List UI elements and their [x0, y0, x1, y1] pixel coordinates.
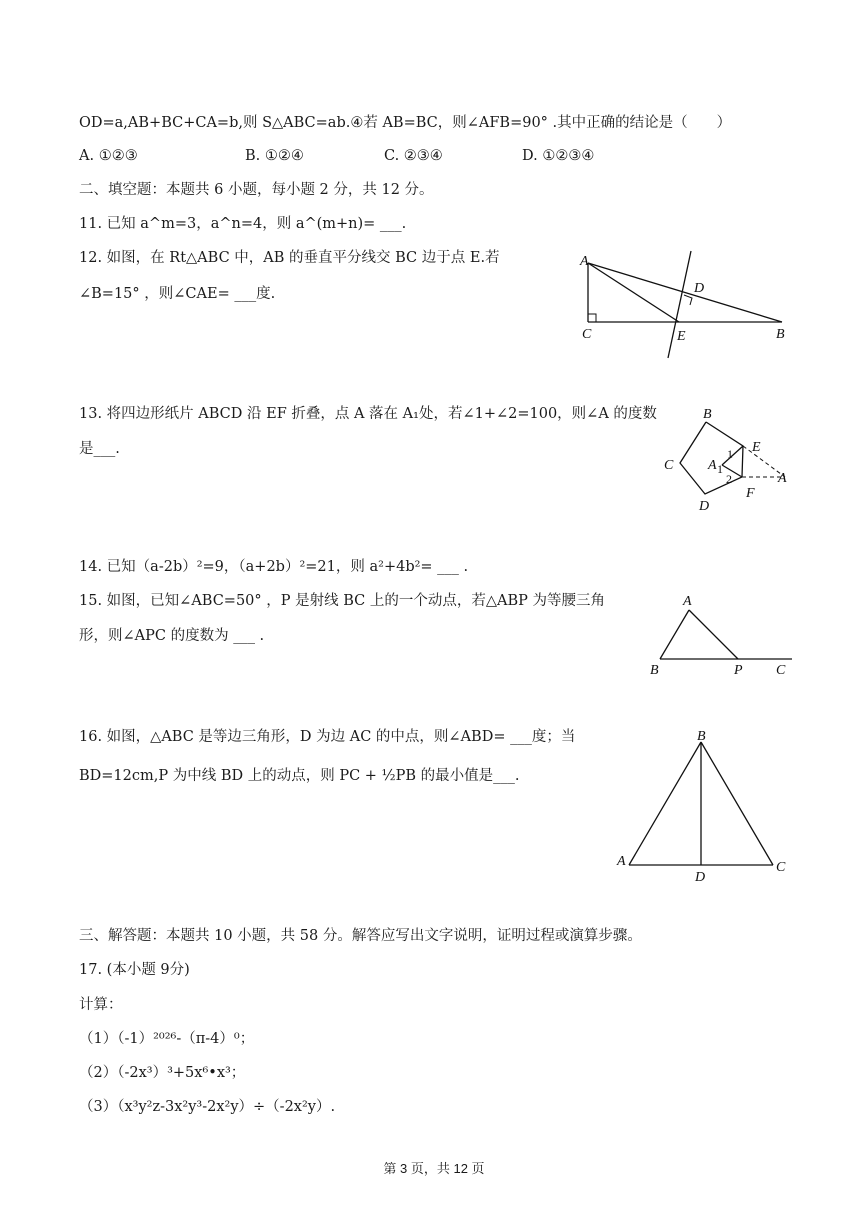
q13-line1: 13. 将四边形纸片 ABCD 沿 EF 折叠，点 A 落在 A₁处，若∠1+∠2=100，则∠A 的度数: [79, 406, 657, 422]
q17-intro: 计算：: [79, 997, 123, 1013]
q17-title: 17. (本小题 9分): [79, 962, 190, 978]
q13-label-angle1: 1: [727, 447, 733, 461]
q13-label-f: F: [746, 486, 755, 501]
option-c: C. ②③④: [384, 148, 443, 164]
q16-label-a: A: [617, 854, 626, 869]
q13-label-e: E: [752, 440, 761, 455]
q16-label-c: C: [776, 860, 786, 875]
q15-label-a: A: [683, 594, 692, 609]
q16-figure: [612, 727, 792, 885]
q15-label-p: P: [734, 663, 743, 678]
q11-text: 11. 已知 a^m=3，a^n=4，则 a^(m+n)= ___.: [79, 216, 407, 232]
q13-line2: 是___.: [79, 441, 120, 457]
carryover-text: OD=a,AB+BC+CA=b,则 S△ABC=ab.④若 AB=BC，则∠AFB=90° .其中正确的结论是（ ）: [79, 115, 732, 131]
section2-heading: 二、填空题：本题共 6 小题，每小题 2 分，共 12 分。: [79, 182, 434, 198]
q15-figure: [640, 590, 795, 682]
q13-label-a: A: [778, 471, 787, 486]
q15-label-c: C: [776, 663, 786, 678]
option-a: A. ①②③: [79, 148, 138, 164]
q12-label-e: E: [677, 329, 686, 344]
q12-line2: ∠B=15° ，则∠CAE= ___度.: [79, 286, 276, 302]
q13-label-b: B: [703, 407, 712, 422]
q17-item-3: （3）（x³y²z-3x²y³-2x²y）÷（-2x²y）.: [79, 1099, 336, 1115]
option-d: D. ①②③④: [522, 148, 595, 164]
q12-label-a: A: [580, 254, 589, 269]
q16-line2: BD=12cm,P 为中线 BD 上的动点，则 PC + ½PB 的最小值是___.: [79, 768, 520, 784]
q13-label-d: D: [699, 499, 710, 514]
option-b: B. ①②④: [245, 148, 304, 164]
q14-text: 14. 已知（a-2b）²=9，（a+2b）²=21，则 a²+4b²= ___ .: [79, 559, 469, 575]
q12-line1: 12. 如图，在 Rt△ABC 中，AB 的垂直平分线交 BC 边于点 E.若: [79, 250, 500, 266]
q17-item-1: （1）（-1）²⁰²⁶-（π-4）⁰；: [79, 1031, 255, 1047]
q12-label-c: C: [582, 327, 592, 342]
page-footer: 第 3 页，共 12 页: [383, 1161, 485, 1176]
q12-label-b: B: [776, 327, 785, 342]
q13-label-a1: A: [708, 458, 717, 473]
q16-line1: 16. 如图，△ABC 是等边三角形，D 为边 AC 的中点，则∠ABD= ___度；当: [79, 729, 576, 745]
q12-label-d: D: [694, 281, 705, 296]
q17-item-2: （2）（-2x³）³+5x⁶•x³；: [79, 1065, 246, 1081]
q12-figure: [570, 248, 795, 363]
q16-label-d: D: [695, 870, 706, 885]
q16-label-b: B: [697, 729, 706, 744]
q15-line1: 15. 如图，已知∠ABC=50° ，P 是射线 BC 上的一个动点，若△ABP 为等腰三角: [79, 593, 606, 609]
q13-figure: [655, 402, 795, 517]
q13-label-angle2: 2: [726, 472, 732, 486]
q13-label-c: C: [664, 458, 674, 473]
q15-label-b: B: [650, 663, 659, 678]
section3-heading: 三、解答题：本题共 10 小题，共 58 分。解答应写出文字说明，证明过程或演算步骤。: [79, 928, 642, 944]
q13-label-a1-sub: 1: [717, 462, 723, 476]
q15-line2: 形，则∠APC 的度数为 ___ .: [79, 628, 265, 644]
